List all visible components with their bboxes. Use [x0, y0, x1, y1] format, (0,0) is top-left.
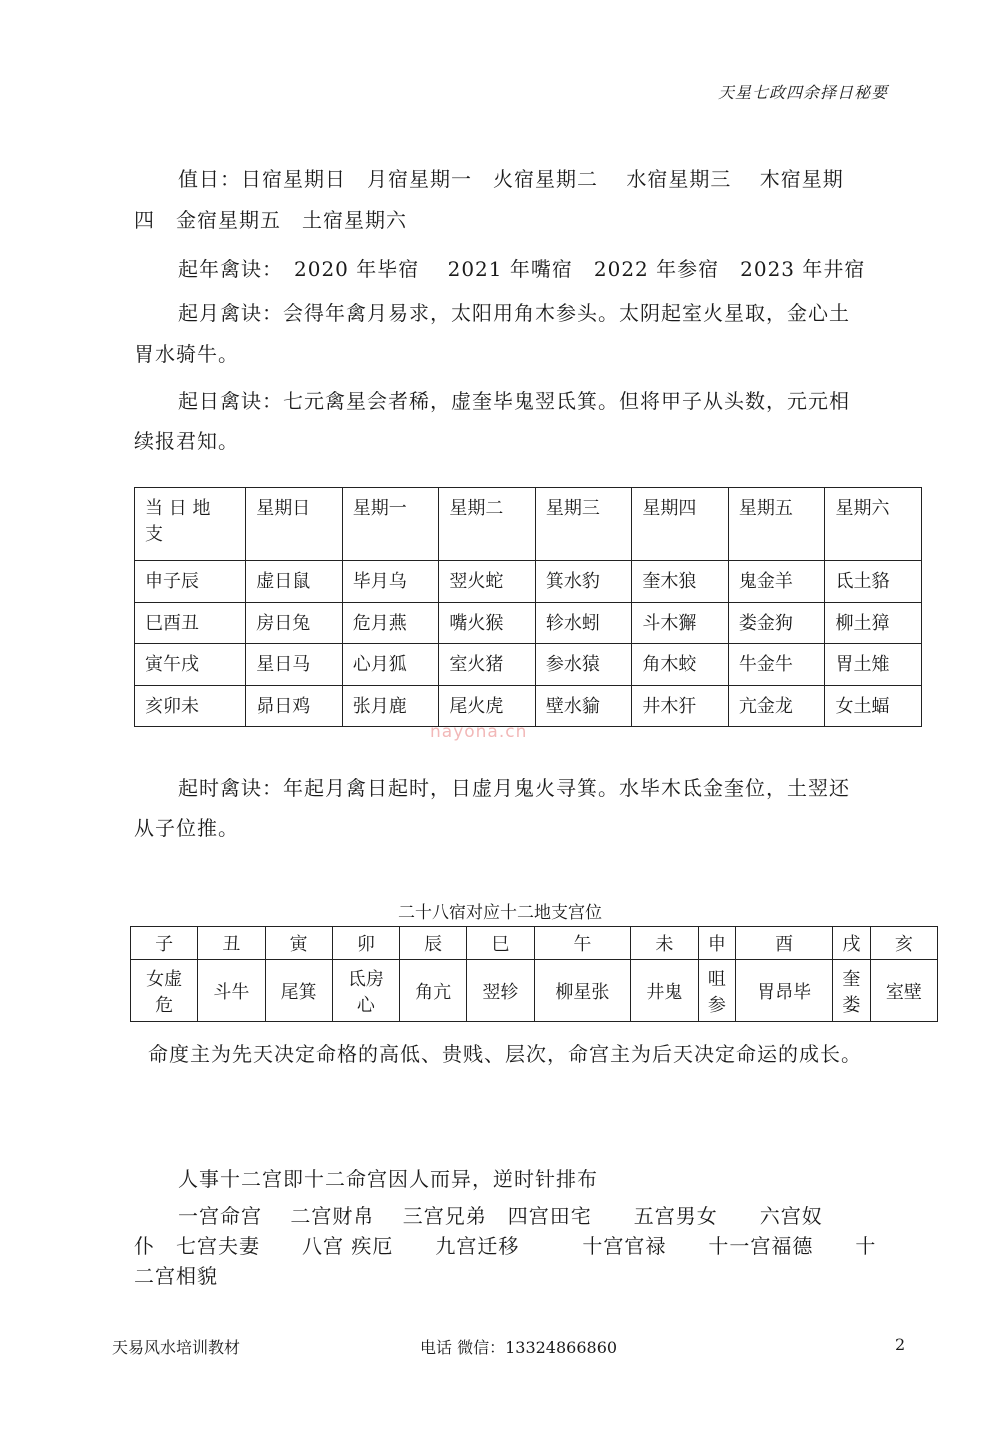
qiyue-line-1: 起月禽诀：会得年禽月易求，太阳用角木参头。太阴起室火星取，金心土 — [178, 301, 850, 325]
qinian-line: 起年禽诀： 2020 年毕宿 2021 年嘴宿 2022 年参宿 2023 年井宿 — [178, 257, 866, 281]
branch-cell: 亥 — [870, 927, 937, 960]
table-cell: 柳土獐 — [825, 602, 922, 644]
qiri-line-2: 续报君知。 — [134, 429, 239, 453]
week-mansion-table — [134, 487, 922, 727]
branch-cell: 午 — [534, 927, 631, 960]
table-cell: 巳酉丑 — [135, 602, 246, 644]
watermark: nayona.cn — [430, 722, 528, 742]
table-cell: 星日马 — [246, 644, 343, 686]
table-row — [135, 644, 922, 686]
mansion-cell: 室壁 — [870, 960, 937, 1022]
table-cell: 毕月乌 — [342, 561, 439, 603]
palace-table — [130, 926, 938, 1022]
table-cell: 昴日鸡 — [246, 685, 343, 727]
table-cell: 氐土貉 — [825, 561, 922, 603]
table-cell: 尾火虎 — [439, 685, 536, 727]
branch-cell: 巳 — [467, 927, 534, 960]
branch-cell: 丑 — [198, 927, 265, 960]
table-header-row — [135, 488, 922, 561]
table-header-cell: 星期六 — [825, 488, 922, 561]
branch-cell: 辰 — [400, 927, 467, 960]
table-cell: 房日兔 — [246, 602, 343, 644]
table-cell: 壁水貐 — [535, 685, 632, 727]
renshi-line-1: 一宫命宫 二宫财帛 三宫兄弟 四宫田宅 五宫男女 六宫奴 — [178, 1204, 823, 1228]
table-header-cell: 星期五 — [728, 488, 825, 561]
table-cell: 参水猿 — [535, 644, 632, 686]
mansion-cell: 柳星张 — [534, 960, 631, 1022]
table-header-cell: 星期二 — [439, 488, 536, 561]
table-cell: 张月鹿 — [342, 685, 439, 727]
branch-cell: 子 — [131, 927, 198, 960]
table-cell: 心月狐 — [342, 644, 439, 686]
table-cell: 箕水豹 — [535, 561, 632, 603]
table-cell: 轸水蚓 — [535, 602, 632, 644]
table-header-cell: 星期日 — [246, 488, 343, 561]
table-row — [135, 685, 922, 727]
table-cell: 角木蛟 — [632, 644, 729, 686]
footer-left: 天易风水培训教材 — [112, 1338, 241, 1357]
table-cell: 亥卯未 — [135, 685, 246, 727]
table-cell: 牛金牛 — [728, 644, 825, 686]
renshi-title: 人事十二宫即十二命宫因人而异，逆时针排布 — [178, 1167, 598, 1191]
table-cell: 寅午戌 — [135, 644, 246, 686]
qishi-line-2: 从子位推。 — [134, 816, 239, 840]
mansion-cell: 尾箕 — [265, 960, 332, 1022]
table-cell: 危月燕 — [342, 602, 439, 644]
mansion-cell: 胃昂毕 — [736, 960, 833, 1022]
table-cell: 鬼金羊 — [728, 561, 825, 603]
table-cell: 申子辰 — [135, 561, 246, 603]
mansion-cell: 斗牛 — [198, 960, 265, 1022]
branch-cell: 酉 — [736, 927, 833, 960]
renshi-line-2: 仆 七宫夫妻 八宫 疾厄 九宫迁移 十宫官禄 十一宫福德 十 — [134, 1234, 877, 1258]
table-cell: 亢金龙 — [728, 685, 825, 727]
branch-cell: 戌 — [833, 927, 871, 960]
zhiri-line-1: 值日：日宿星期日 月宿星期一 火宿星期二 水宿星期三 木宿星期 — [178, 167, 844, 191]
qiyue-line-2: 胃水骑牛。 — [134, 342, 239, 366]
renshi-line-3: 二宫相貌 — [134, 1264, 218, 1288]
table-header-cell: 星期三 — [535, 488, 632, 561]
table-row — [135, 602, 922, 644]
table-cell: 斗木獬 — [632, 602, 729, 644]
table-cell: 女土蝠 — [825, 685, 922, 727]
palace-table-caption: 二十八宿对应十二地支宫位 — [398, 903, 602, 923]
table-cell: 翌火蛇 — [439, 561, 536, 603]
table-cell: 井木犴 — [632, 685, 729, 727]
zhiri-line-2: 四 金宿星期五 土宿星期六 — [134, 208, 407, 232]
qishi-line-1: 起时禽诀：年起月禽日起时，日虚月鬼火寻箕。水毕木氐金奎位，土翌还 — [178, 776, 850, 800]
table-row — [135, 561, 922, 603]
running-header: 天星七政四余择日秘要 — [717, 83, 888, 102]
branch-cell: 寅 — [265, 927, 332, 960]
table-cell: 奎木狼 — [632, 561, 729, 603]
page-number: 2 — [895, 1335, 906, 1354]
mansion-cell: 女虚 危 — [131, 960, 198, 1022]
table-cell: 虚日鼠 — [246, 561, 343, 603]
table-cell: 嘴火猴 — [439, 602, 536, 644]
table-header-cell: 当 日 地 支 — [135, 488, 246, 561]
footer-contact: 电话 微信：13324866860 — [420, 1338, 618, 1357]
branch-cell: 卯 — [332, 927, 399, 960]
table-header-cell: 星期四 — [632, 488, 729, 561]
qiri-line-1: 起日禽诀：七元禽星会者稀，虚奎毕鬼翌氐箕。但将甲子从头数，元元相 — [178, 389, 850, 413]
branch-cell: 申 — [698, 927, 736, 960]
table-header-cell: 星期一 — [342, 488, 439, 561]
mansion-cell: 奎 娄 — [833, 960, 871, 1022]
table-row — [131, 960, 938, 1022]
table-cell: 娄金狗 — [728, 602, 825, 644]
table-header-row — [131, 927, 938, 960]
mansion-cell: 咀 参 — [698, 960, 736, 1022]
mingdu-line: 命度主为先天决定命格的高低、贵贱、层次，命宫主为后天决定命运的成长。 — [148, 1042, 862, 1066]
mansion-cell: 氐房 心 — [332, 960, 399, 1022]
mansion-cell: 角亢 — [400, 960, 467, 1022]
mansion-cell: 翌轸 — [467, 960, 534, 1022]
mansion-cell: 井鬼 — [631, 960, 698, 1022]
table-cell: 室火猪 — [439, 644, 536, 686]
table-cell: 胃土雉 — [825, 644, 922, 686]
branch-cell: 未 — [631, 927, 698, 960]
